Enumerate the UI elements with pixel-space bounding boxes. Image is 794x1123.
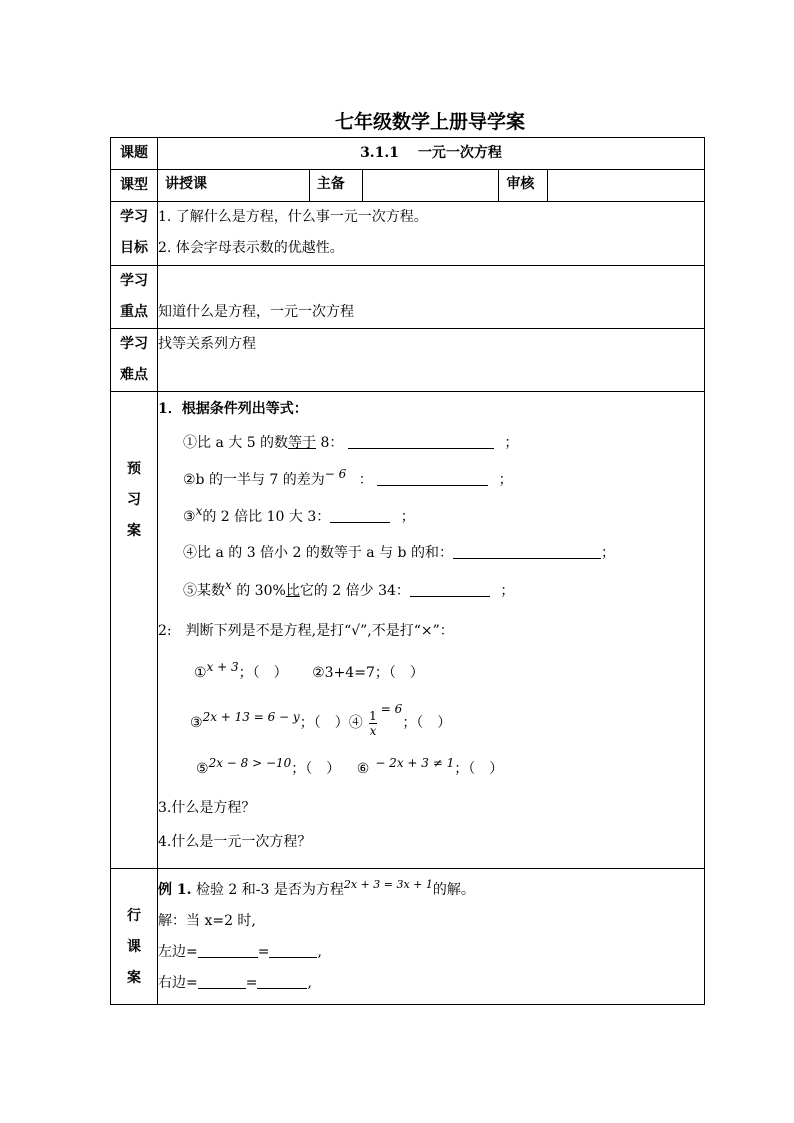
left-side-line: 左边= = ,: [158, 937, 704, 968]
preview-label: 预 习 案: [127, 461, 141, 539]
right-blank-1[interactable]: [198, 970, 246, 989]
answer-blank-e[interactable]: [410, 578, 490, 597]
answer-blank-d[interactable]: [453, 540, 601, 559]
lesson-type-label: 课型: [111, 170, 158, 202]
q1-item-d: ④比 a 的 3 倍小 2 的数等于 a 与 b 的和： ；: [158, 535, 704, 571]
goal-item-2: 2. 体会字母表示数的优越性。: [158, 240, 344, 256]
left-blank-2[interactable]: [269, 939, 317, 958]
lesson-type-row: [111, 170, 705, 202]
topic-value: 3.1.1 一元一次方程: [158, 138, 705, 170]
difficult-label-1: 学习: [120, 336, 148, 352]
goals-label-2: 目标: [120, 240, 148, 256]
topic-row: [111, 138, 705, 170]
q3-text: 3.什么是方程？: [158, 800, 256, 816]
q2-row-1: ①x + 3；（ ） ②3+4=7；（ ）: [194, 660, 424, 681]
q2-row-2: ③2x + 13 = 6 − y；（ ）④ $\frac{1}{x}$ = 6；（ ）: [190, 702, 452, 738]
lead-teacher-value: [363, 170, 500, 201]
key-label-2: 重点: [120, 304, 148, 320]
document-title: 七年级数学上册导学案: [334, 111, 525, 133]
lesson-row: [111, 869, 705, 1005]
answer-blank-a[interactable]: [348, 430, 494, 449]
difficulties-text: 找等关系列方程: [158, 336, 256, 352]
q4-text: 4.什么是一元一次方程？: [158, 834, 312, 850]
q1-item-e: ⑤某数x 的 30%比它的 2 倍少 34： ；: [183, 578, 515, 599]
difficult-label-2: 难点: [120, 367, 148, 383]
lead-teacher-label: 主备: [310, 170, 363, 201]
difficulties-row: [111, 329, 705, 392]
reviewer-label: 审核: [499, 170, 548, 201]
preview-row: [111, 392, 705, 869]
right-side-line: 右边= = ,: [158, 968, 704, 999]
key-points-row: [111, 266, 705, 329]
q2-title: 2: 判断下列是不是方程,是打“√”,不是打“×”：: [158, 623, 454, 639]
goals-label-1: 学习: [120, 209, 148, 225]
goal-item-1: 1. 了解什么是方程，什么事一元一次方程。: [158, 209, 428, 225]
q2-row-3: ⑤2x − 8 > −10；（ ） ⑥ − 2x + 3 ≠ 1；（ ）: [196, 756, 504, 777]
right-blank-2[interactable]: [257, 970, 307, 989]
q1-item-a: ①比 a 大 5 的数等于 8： ；: [158, 425, 704, 461]
key-label-1: 学习: [120, 273, 148, 289]
lesson-type-value: 讲授课: [158, 170, 310, 201]
key-points-text: 知道什么是方程，一元一次方程: [158, 304, 354, 320]
q1-item-b: ②b 的一半与 7 的差为− 6 ： ；: [183, 467, 513, 488]
reviewer-value: [548, 170, 704, 201]
answer-blank-c[interactable]: [330, 504, 390, 523]
answer-blank-b[interactable]: [377, 467, 488, 486]
lesson-type-subcells: [158, 170, 704, 201]
topic-label: 课题: [111, 138, 158, 170]
left-blank-1[interactable]: [198, 939, 258, 958]
goals-row: [111, 202, 705, 266]
fraction-1-over-x: $\frac{1}{x}$: [369, 708, 377, 738]
q1-item-c: ③x的 2 倍比 10 大 3： ；: [183, 504, 415, 525]
q1-title: 1．根据条件列出等式：: [158, 401, 308, 417]
lesson-label: 行 课 案: [127, 908, 141, 986]
study-guide-table: [110, 137, 705, 1005]
solution-start: 解：当 x=2 时,: [158, 913, 256, 929]
example-1: 例 1. 检验 2 和-3 是否为方程$^{2x + 3 = 3x + 1}$的解。: [158, 878, 475, 898]
